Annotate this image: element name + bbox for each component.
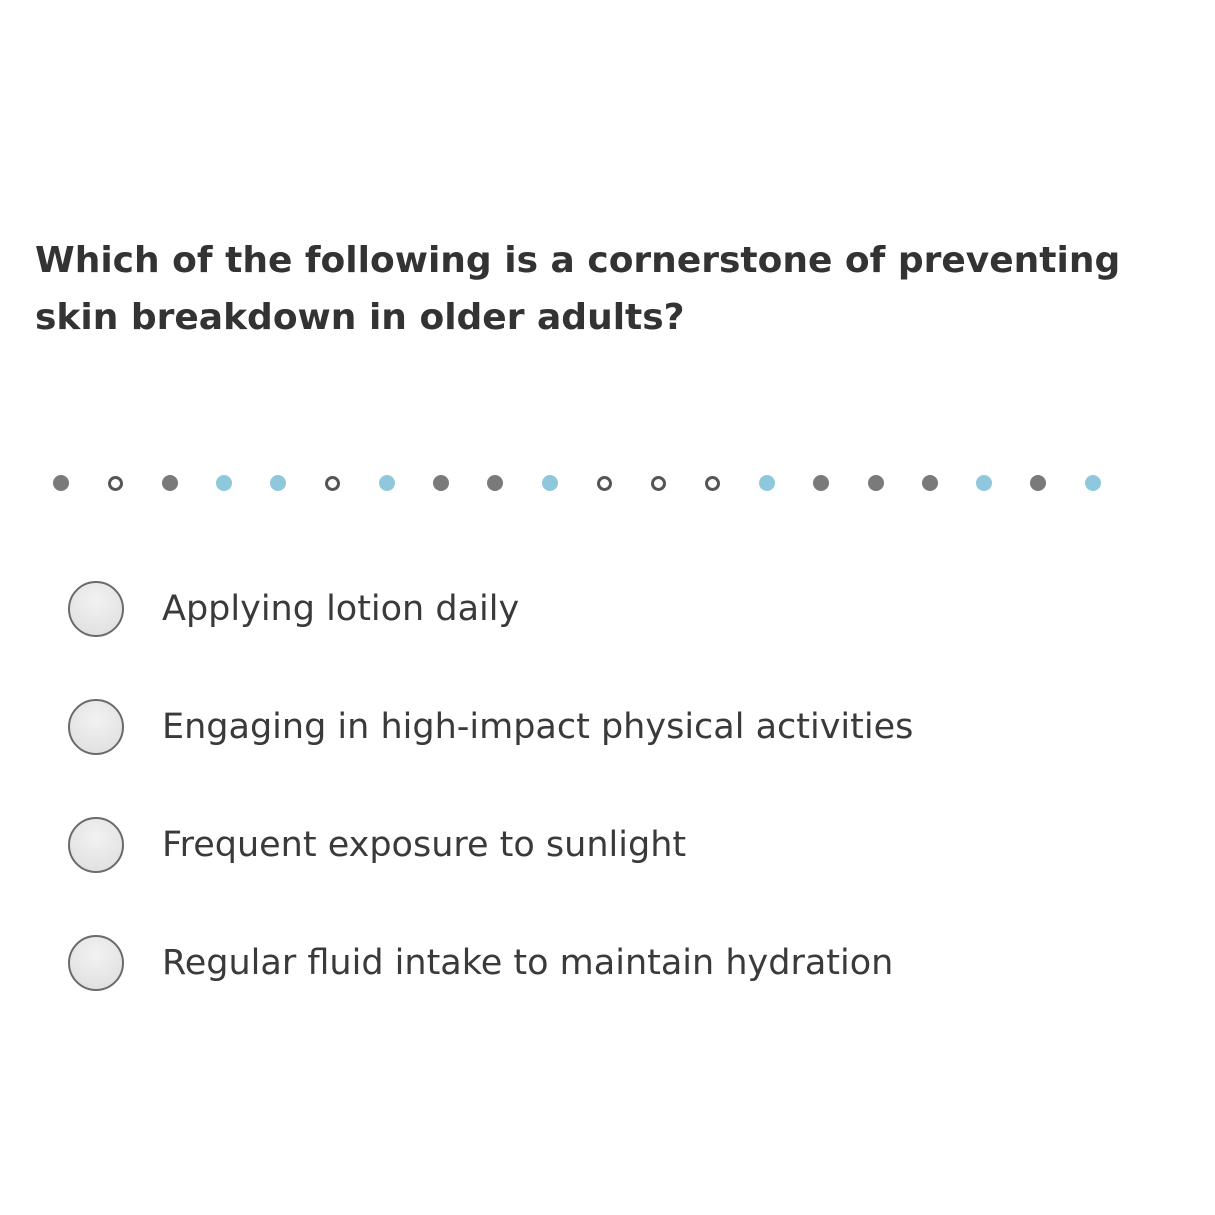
progress-dot-15[interactable]: [813, 475, 829, 491]
progress-dot-16[interactable]: [868, 475, 884, 491]
progress-dot-18[interactable]: [976, 475, 992, 491]
answer-option-1[interactable]: [68, 578, 519, 640]
answer-option-label: Regular fluid intake to maintain hydration: [162, 943, 894, 983]
progress-dot-4[interactable]: [216, 475, 232, 491]
radio-button-icon[interactable]: [68, 699, 124, 755]
answer-option-4[interactable]: [68, 932, 893, 994]
progress-dot-20[interactable]: [1085, 475, 1101, 491]
progress-dot-13[interactable]: [705, 476, 720, 491]
progress-dot-10[interactable]: [542, 475, 558, 491]
question-text: Which of the following is a cornerstone of preventing skin breakdown in older adults?: [35, 240, 1121, 338]
radio-button-icon[interactable]: [68, 581, 124, 637]
progress-dot-9[interactable]: [487, 475, 503, 491]
answer-option-3[interactable]: [68, 814, 686, 876]
answer-option-label: Engaging in high-impact physical activities: [162, 707, 914, 747]
progress-dot-11[interactable]: [597, 476, 612, 491]
progress-dot-5[interactable]: [270, 475, 286, 491]
answer-option-label: Frequent exposure to sunlight: [162, 825, 687, 865]
progress-dot-12[interactable]: [651, 476, 666, 491]
answer-option-2[interactable]: [68, 696, 913, 758]
progress-dot-1[interactable]: [53, 475, 69, 491]
progress-dot-2[interactable]: [108, 476, 123, 491]
progress-dot-3[interactable]: [162, 475, 178, 491]
progress-dot-7[interactable]: [379, 475, 395, 491]
progress-dot-17[interactable]: [922, 475, 938, 491]
progress-dot-8[interactable]: [433, 475, 449, 491]
progress-dot-14[interactable]: [759, 475, 775, 491]
radio-button-icon[interactable]: [68, 817, 124, 873]
radio-button-icon[interactable]: [68, 935, 124, 991]
progress-dot-6[interactable]: [325, 476, 340, 491]
answer-option-label: Applying lotion daily: [162, 589, 520, 629]
progress-dot-19[interactable]: [1030, 475, 1046, 491]
